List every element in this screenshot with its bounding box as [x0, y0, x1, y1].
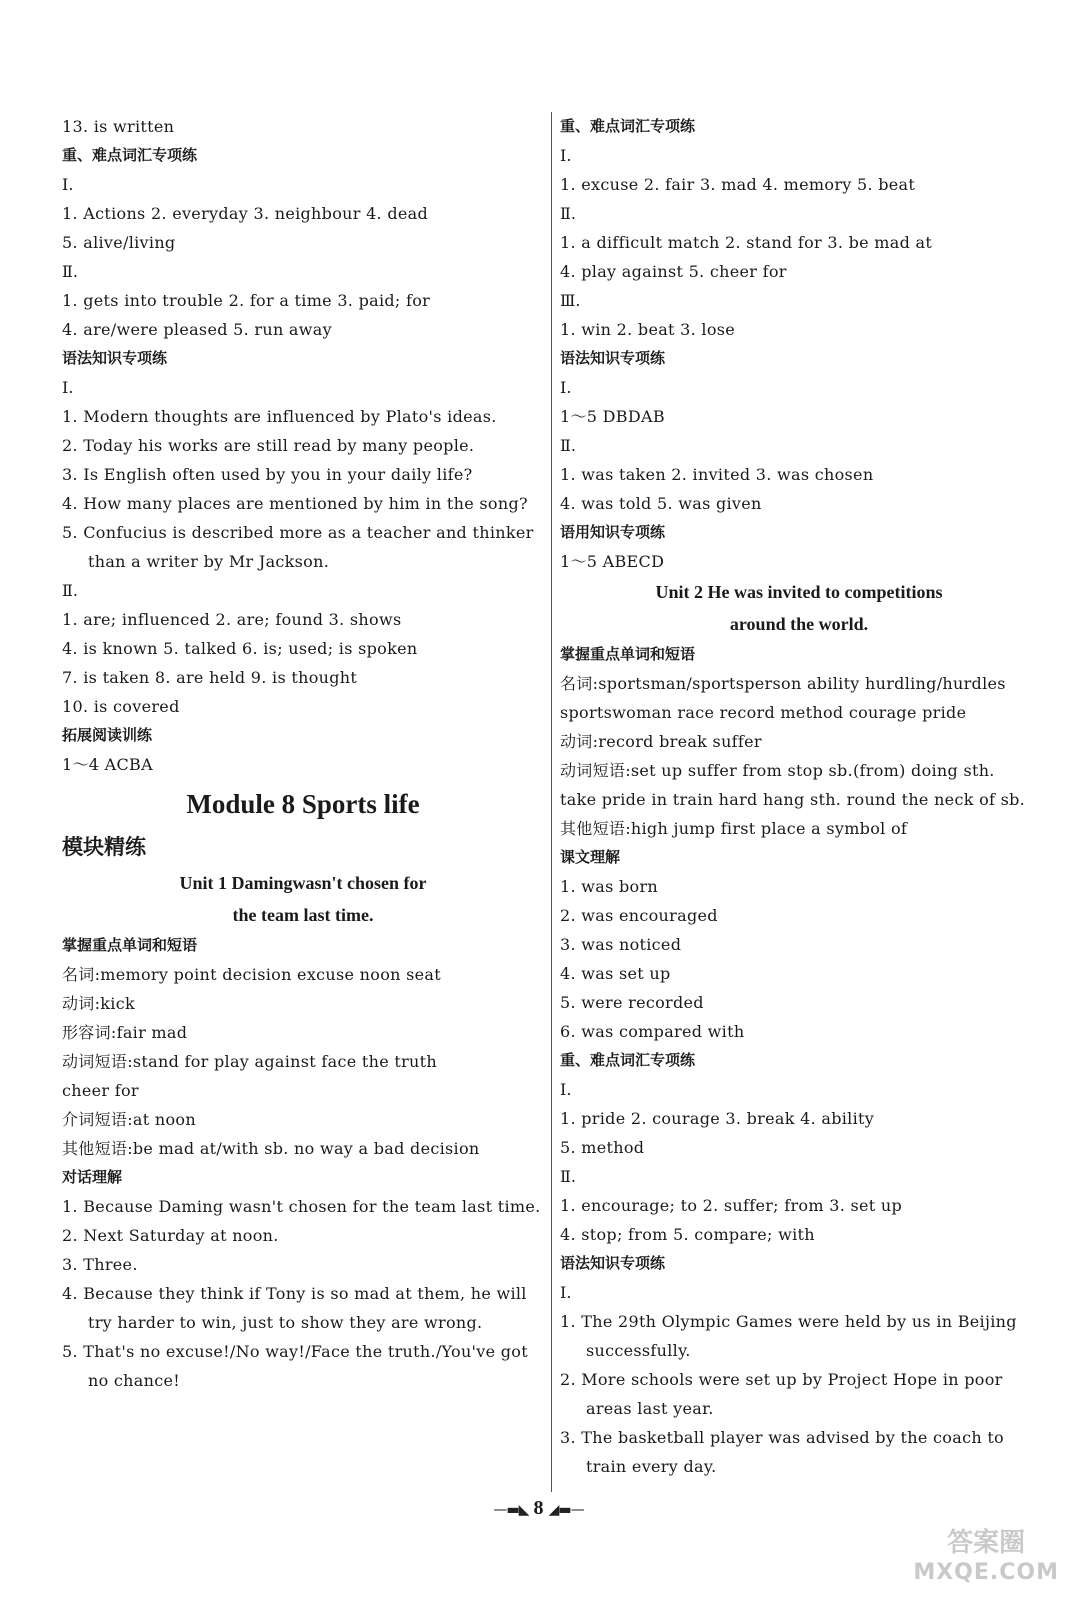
right-column: [560, 112, 1038, 1481]
vocab-line: cheer for: [62, 1081, 139, 1100]
roman-numeral: Ⅰ.: [560, 146, 572, 165]
answer-line: 3. Three.: [62, 1255, 138, 1274]
module-title: Module 8 Sports life: [186, 789, 420, 819]
column-divider: [551, 112, 552, 1492]
roman-numeral: Ⅱ.: [560, 1167, 576, 1186]
answer-line: 1～4 ACBA: [62, 755, 153, 774]
answer-line: 1. Modern thoughts are influenced by Plato's ideas.: [62, 407, 497, 426]
answer-line: 4. play against 5. cheer for: [560, 262, 787, 281]
answer-line: 5. alive/living: [62, 233, 176, 252]
roman-numeral: Ⅱ.: [560, 436, 576, 455]
answer-line: 4. was told 5. was given: [560, 494, 762, 513]
vocab-line: 动词:kick: [62, 994, 135, 1013]
answer-line: 6. was compared with: [560, 1022, 745, 1041]
roman-numeral: Ⅰ.: [560, 378, 572, 397]
answer-line: 1. are; influenced 2. are; found 3. shows: [62, 610, 402, 629]
unit-title-line: Unit 2 He was invited to competitions: [655, 582, 943, 602]
roman-numeral: Ⅱ.: [62, 262, 78, 281]
roman-numeral: Ⅰ.: [62, 175, 74, 194]
answer-line: 2. Next Saturday at noon.: [62, 1226, 279, 1245]
section-heading-vocab: 重、难点词汇专项练: [62, 146, 198, 164]
answer-line: 1. encourage; to 2. suffer; from 3. set up: [560, 1196, 903, 1215]
page-number: 8: [533, 1497, 544, 1519]
section-heading-reading: 拓展阅读训练: [62, 726, 153, 744]
section-heading-grammar: 语法知识专项练: [62, 349, 168, 367]
section-heading-usage: 语用知识专项练: [560, 523, 666, 541]
answer-line: 4. was set up: [560, 964, 671, 983]
answer-line: 10. is covered: [62, 697, 180, 716]
answer-line: 1～5 ABECD: [560, 552, 665, 571]
section-heading-dialogue: 对话理解: [62, 1168, 123, 1186]
answer-line: 13. is written: [62, 117, 175, 136]
answer-line: 1. The 29th Olympic Games were held by us in Beijing successfully.: [560, 1312, 1017, 1360]
right-ornament-icon: ◢▬—: [548, 1502, 584, 1518]
answer-line: 3. Is English often used by you in your daily life?: [62, 465, 473, 484]
section-title: 模块精练: [62, 835, 146, 859]
answer-line: 5. method: [560, 1138, 645, 1157]
answer-line: 3. was noticed: [560, 935, 682, 954]
answer-line: 1. Because Daming wasn't chosen for the team last time.: [62, 1197, 541, 1216]
answer-line: 1～5 DBDAB: [560, 407, 665, 426]
answer-line: 4. is known 5. talked 6. is; used; is spoken: [62, 639, 418, 658]
watermark-url: MXQE.COM: [913, 1560, 1059, 1585]
answer-line: 1. a difficult match 2. stand for 3. be mad at: [560, 233, 933, 252]
answer-line: 4. How many places are mentioned by him in the song?: [62, 494, 528, 513]
answer-line: 3. The basketball player was advised by the coach to train every day.: [560, 1428, 1004, 1476]
answer-line: 4. are/were pleased 5. run away: [62, 320, 332, 339]
vocab-line: sportswoman race record method courage pride: [560, 703, 967, 722]
answer-line: 5. were recorded: [560, 993, 704, 1012]
answer-line: 1. Actions 2. everyday 3. neighbour 4. dead: [62, 204, 429, 223]
answer-line: 1. excuse 2. fair 3. mad 4. memory 5. beat: [560, 175, 916, 194]
roman-numeral: Ⅲ.: [560, 291, 581, 310]
answer-line: 1. was born: [560, 877, 659, 896]
unit-title-line: around the world.: [729, 614, 869, 634]
section-heading-vocab: 重、难点词汇专项练: [560, 1051, 696, 1069]
answer-line: 2. Today his works are still read by many people.: [62, 436, 475, 455]
section-heading-text: 课文理解: [560, 848, 621, 866]
roman-numeral: Ⅱ.: [62, 581, 78, 600]
watermark-text: 答案圈: [947, 1528, 1026, 1558]
vocab-line: 动词:record break suffer: [560, 732, 762, 751]
page-footer: [0, 1497, 1077, 1520]
left-column: [62, 112, 544, 1395]
section-heading-master: 掌握重点单词和短语: [62, 936, 198, 954]
answer-line: 1. pride 2. courage 3. break 4. ability: [560, 1109, 875, 1128]
vocab-line: 其他短语:high jump first place a symbol of: [560, 819, 908, 838]
answer-line: 5. Confucius is described more as a teacher and thinker than a writer by Mr Jackson.: [62, 523, 534, 571]
vocab-line: 动词短语:stand for play against face the truth: [62, 1052, 437, 1071]
vocab-line: 形容词:fair mad: [62, 1023, 188, 1042]
answer-line: 2. More schools were set up by Project Hope in poor areas last year.: [560, 1370, 1003, 1418]
answer-line: 2. was encouraged: [560, 906, 718, 925]
vocab-line: 名词:sportsman/sportsperson ability hurdling/hurdles: [560, 674, 1006, 693]
section-heading-grammar: 语法知识专项练: [560, 1254, 666, 1272]
roman-numeral: Ⅰ.: [560, 1080, 572, 1099]
vocab-line: 其他短语:be mad at/with sb. no way a bad decision: [62, 1139, 480, 1158]
watermark-logo: [913, 1528, 1059, 1588]
section-heading-master: 掌握重点单词和短语: [560, 645, 696, 663]
answer-line: 1. win 2. beat 3. lose: [560, 320, 736, 339]
vocab-line: take pride in train hard hang sth. round the neck of sb.: [560, 790, 1026, 809]
vocab-line: 名词:memory point decision excuse noon seat: [62, 965, 441, 984]
answer-line: 7. is taken 8. are held 9. is thought: [62, 668, 358, 687]
answer-line: 1. was taken 2. invited 3. was chosen: [560, 465, 874, 484]
answer-line: 5. That's no excuse!/No way!/Face the truth./You've got no chance!: [62, 1342, 528, 1390]
roman-numeral: Ⅰ.: [560, 1283, 572, 1302]
unit-title-line: Unit 1 Damingwasn't chosen for: [179, 873, 427, 893]
unit-title-line: the team last time.: [232, 905, 374, 925]
left-ornament-icon: —▬◣: [493, 1502, 529, 1518]
answer-line: 4. stop; from 5. compare; with: [560, 1225, 815, 1244]
answer-line: 1. gets into trouble 2. for a time 3. paid; for: [62, 291, 431, 310]
answer-line: 4. Because they think if Tony is so mad at them, he will try harder to win, just to show they are wrong.: [62, 1284, 527, 1332]
section-heading-vocab: 重、难点词汇专项练: [560, 117, 696, 135]
vocab-line: 介词短语:at noon: [62, 1110, 196, 1129]
vocab-line: 动词短语:set up suffer from stop sb.(from) doing sth.: [560, 761, 995, 780]
roman-numeral: Ⅱ.: [560, 204, 576, 223]
section-heading-grammar: 语法知识专项练: [560, 349, 666, 367]
roman-numeral: Ⅰ.: [62, 378, 74, 397]
